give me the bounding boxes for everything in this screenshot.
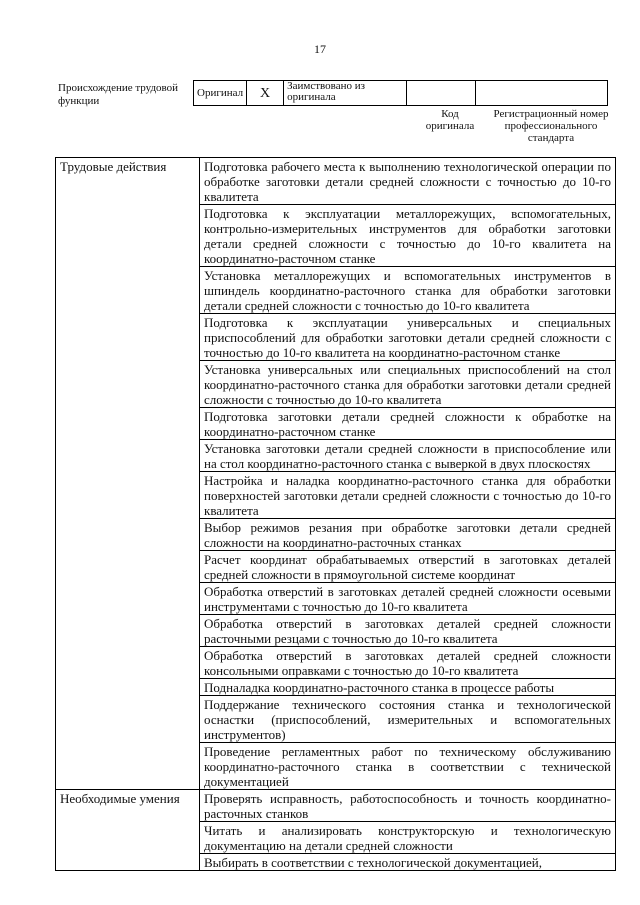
- section-item: Выбор режимов резания при обработке заготовки детали средней сложности на координатно-расточных станках: [200, 519, 616, 551]
- page-number: 17: [314, 42, 326, 56]
- section-item: Установка универсальных или специальных приспособлений на стол координатно-расточного станка для обработки заготовки детали средней сложности с точностью до 10-го квалитета: [200, 361, 616, 408]
- section-item: Обработка отверстий в заготовках деталей средней сложности консольными оправками с точностью до 10-го квалитета: [200, 647, 616, 679]
- code-caption: Код оригинала: [425, 108, 475, 132]
- section-label: Трудовые действия: [56, 158, 200, 790]
- section-item: Проверять исправность, работоспособность и точность координатно-расточных станков: [200, 790, 616, 822]
- section-item: Проведение регламентных работ по техническому обслуживанию координатно-расточного станка в соответствии с технической документацией: [200, 743, 616, 790]
- reg-number-caption: Регистрационный номер профессионального стандарта: [493, 108, 609, 144]
- section-item: Подготовка рабочего места к выполнению технологической операции по обработке заготовки детали средней сложности с точностью до 10-го квалитета: [200, 158, 616, 205]
- origin-table: [193, 80, 608, 106]
- borrowed-label: Заимствовано из оригинала: [284, 81, 407, 106]
- table-row: [56, 158, 616, 205]
- code-cell: [407, 81, 476, 106]
- original-mark: X: [247, 81, 284, 106]
- section-item: Обработка отверстий в заготовках деталей средней сложности осевыми инструментами с точностью до 10-го квалитета: [200, 583, 616, 615]
- section-item: Установка металлорежущих и вспомогательных инструментов в шпиндель координатно-расточного станка для обработки заготовки детали средней сложности с точностью до 10-го квалитета: [200, 267, 616, 314]
- section-item: Обработка отверстий в заготовках деталей средней сложности расточными резцами с точностью до 10-го квалитета: [200, 615, 616, 647]
- origin-label: Происхождение трудовой функции: [58, 82, 179, 107]
- section-item: Подготовка к эксплуатации универсальных и специальных приспособлений для обработки заготовки детали средней сложности с точностью до 10-го квалитета на координатно-расточном станке: [200, 314, 616, 361]
- section-item: Выбирать в соответствии с технологической документацией,: [200, 854, 616, 871]
- section-item: Подготовка заготовки детали средней сложности к обработке на координатно-расточном станке: [200, 408, 616, 440]
- original-label: Оригинал: [194, 81, 247, 106]
- section-item: Подготовка к эксплуатации металлорежущих, вспомогательных, контрольно-измерительных инструментов для обработки заготовки детали средней сложности с точностью до 10-го квалитета на координатно-расточном станке: [200, 205, 616, 267]
- table-row: [56, 790, 616, 822]
- labor-actions-table: [55, 157, 616, 871]
- section-item: Расчет координат обрабатываемых отверстий в заготовках деталей средней сложности в прямоугольной системе координат: [200, 551, 616, 583]
- section-label: Необходимые умения: [56, 790, 200, 871]
- section-item: Читать и анализировать конструкторскую и технологическую документацию на детали средней сложности: [200, 822, 616, 854]
- section-item: Настройка и наладка координатно-расточного станка для обработки поверхностей заготовки детали средней сложности с точностью до 10-го квалитета: [200, 472, 616, 519]
- section-item: Поддержание технического состояния станка и технологической оснастки (приспособлений, измерительных и вспомогательных инструментов): [200, 696, 616, 743]
- section-item: Подналадка координатно-расточного станка в процессе работы: [200, 679, 616, 696]
- reg-number-cell: [476, 81, 608, 106]
- section-item: Установка заготовки детали средней сложности в приспособление или на стол координатно-расточного станка с выверкой в двух плоскостях: [200, 440, 616, 472]
